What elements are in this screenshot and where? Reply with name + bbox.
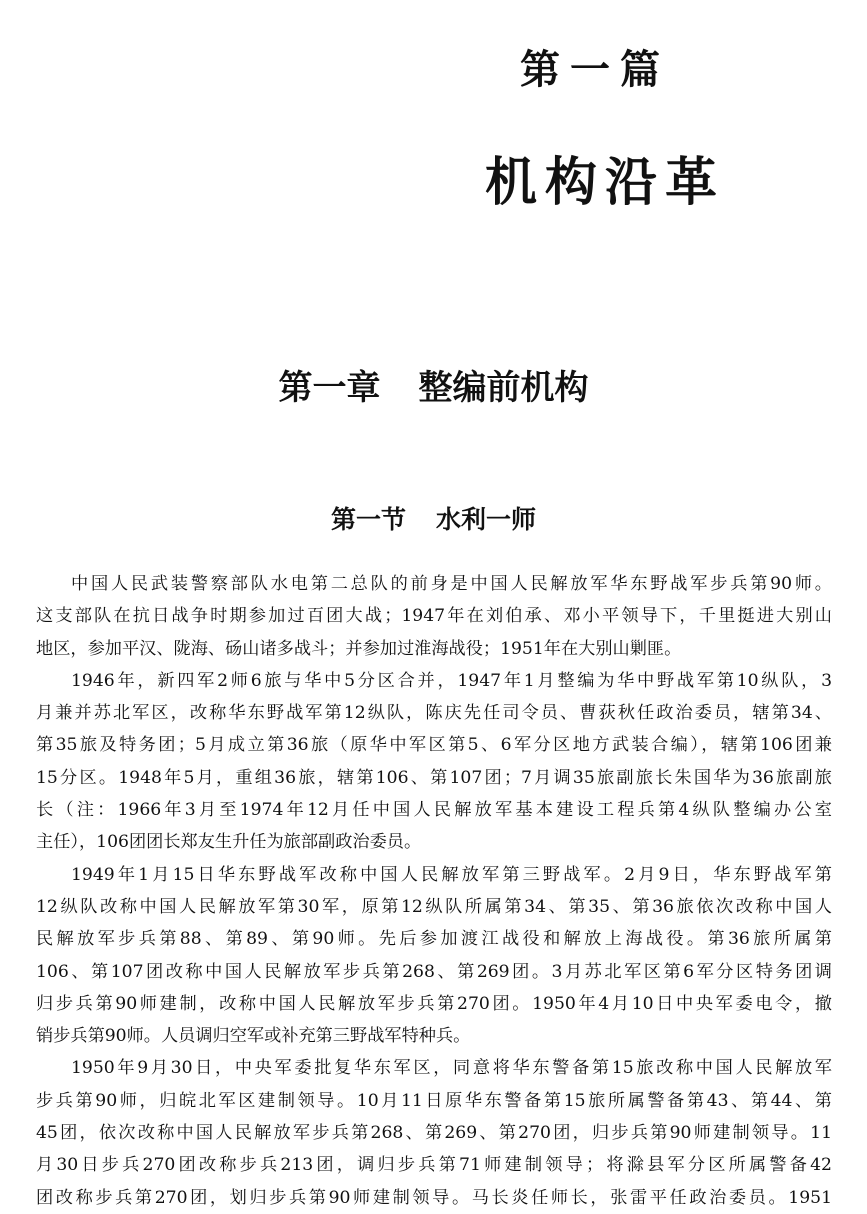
chapter-heading (0, 360, 867, 409)
body-text (36, 568, 832, 1214)
text-line: 12纵队改称中国人民解放军第30军，原第12纵队所属第34、第35、第36旅依次改称中国人 (36, 896, 832, 917)
text-line: 15分区。1948年5月，重组36旅，辖第106、第107团；7月调35旅副旅长朱国华为36旅副旅 (36, 767, 832, 788)
text-line: 步兵第90师，归皖北军区建制领导。10月11日原华东警备第15旅所属警备第43、第44、第 (36, 1090, 832, 1111)
part-title: 机构沿革 (485, 152, 726, 213)
text-line: 归步兵第90师建制，改称中国人民解放军步兵第270团。1950年4月10日中央军委电令，撤 (36, 993, 832, 1014)
text-line: 中国人民武装警察部队水电第二总队的前身是中国人民解放军华东野战军步兵第90师。 (71, 574, 832, 594)
text-line: 45团，依次改称中国人民解放军步兵第268、第269、第270团，归步兵第90师建制领导。11 (36, 1123, 832, 1144)
text-line: 106、第107团改称中国人民解放军步兵第268、第269团。3月苏北军区第6军分区特务团调 (36, 961, 832, 982)
text-line: 主任），106团团长郑友生升任为旅部副政治委员。 (36, 832, 422, 853)
text-line: 1946年，新四军2师6旅与华中5分区合并，1947年1月整编为华中野战军第10纵队，3 (71, 670, 832, 691)
section-heading (0, 500, 867, 536)
text-line: 地区，参加平汉、陇海、砀山诸多战斗；并参加过淮海战役；1951年在大别山剿匪。 (36, 638, 682, 659)
text-line: 销步兵第90师。人员调归空军或补充第三野战军特种兵。 (36, 1026, 471, 1047)
part-label: 第一篇 (520, 46, 670, 93)
text-line: 1949年1月15日华东野战军改称中国人民解放军第三野战军。2月9日，华东野战军第 (71, 864, 832, 885)
section-title: 水利一师 (436, 505, 537, 534)
text-line: 长（注：1966年3月至1974年12月任中国人民解放军基本建设工程兵第4纵队整编办公室 (36, 800, 832, 821)
text-line: 1950年9月30日，中央军委批复华东军区，同意将华东警备第15旅改称中国人民解放军 (71, 1058, 832, 1079)
text-line: 第35旅及特务团；5月成立第36旅（原华中军区第5、6军分区地方武装合编），辖第106团兼 (36, 735, 832, 756)
section-number: 第一节 (330, 505, 406, 534)
chapter-title: 整编前机构 (418, 368, 589, 408)
text-line: 月兼并苏北军区，改称华东野战军第12纵队，陈庆先任司令员、曹荻秋任政治委员，辖第34、 (36, 703, 832, 724)
text-line: 团改称步兵第270团，划归步兵第90师建制领导。马长炎任师长，张雷平任政治委员。1951 (36, 1187, 832, 1208)
text-line: 民解放军步兵第88、第89、第90师。先后参加渡江战役和解放上海战役。第36旅所属第 (36, 929, 832, 950)
chapter-number: 第一章 (278, 368, 381, 408)
text-line: 这支部队在抗日战争时期参加过百团大战；1947年在刘伯承、邓小平领导下，千里挺进大别山 (36, 606, 832, 627)
text-line: 月30日步兵270团改称步兵213团，调归步兵第71师建制领导；将滁县军分区所属警备42 (36, 1155, 832, 1176)
